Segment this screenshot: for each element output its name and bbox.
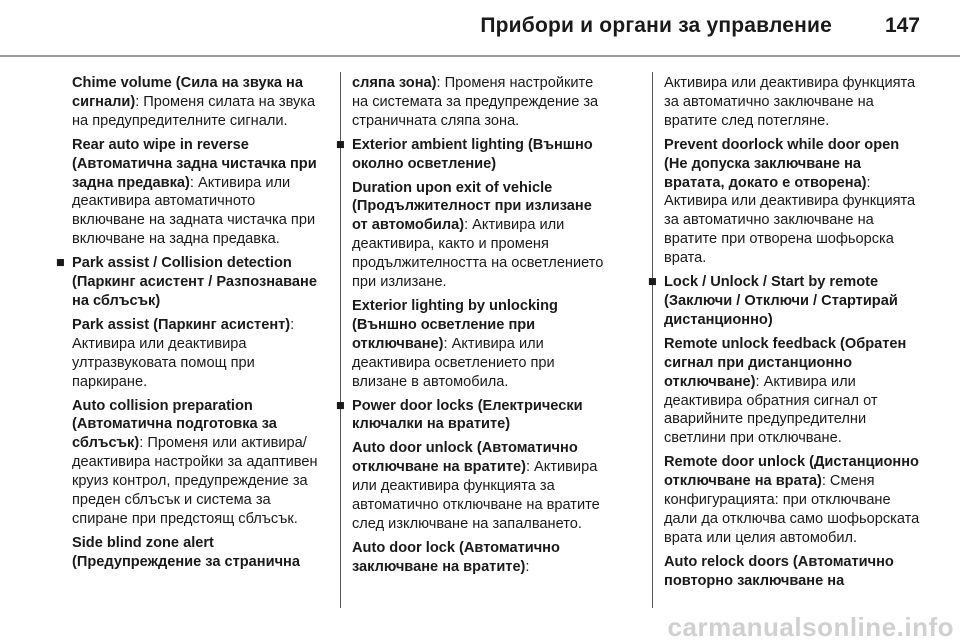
setting-description: : xyxy=(525,558,530,575)
bullet-square-icon: ■ xyxy=(56,255,65,272)
bullet-power-door-locks xyxy=(336,397,610,435)
paragraph-duration-exit xyxy=(352,179,610,292)
column-divider-2 xyxy=(652,72,653,608)
bullet-exterior-ambient xyxy=(336,136,610,174)
section-heading: Park assist / Collision detection (Паркинг асистент / Разпознаване на сблъсък) xyxy=(72,255,317,309)
setting-description: Активира или деактивира функцията за автоматично заключване на вратите след потегляне. xyxy=(664,75,916,129)
watermark: carmanualsonline.info xyxy=(667,612,954,642)
setting-description: : Активира или деактивира функцията за автоматично заключване на вратите при отворена шофьорска врата. xyxy=(664,174,916,267)
section-heading: Exterior ambient lighting (Външно околно осветление) xyxy=(352,136,593,172)
paragraph-auto-door-unlock xyxy=(352,439,610,534)
paragraph-side-blind-zone-cont xyxy=(352,74,610,131)
setting-description: : Активира или деактивира, както и променя продължителността на осветлението при излизане. xyxy=(352,217,604,291)
setting-name: Auto door unlock (Автоматично отключване на вратите) xyxy=(352,440,578,476)
setting-description: : Променя настройките на системата за предупреждение за страничната сляпа зона. xyxy=(352,75,599,129)
paragraph-auto-relock xyxy=(664,553,922,591)
text-column-1 xyxy=(56,74,330,577)
paragraph-exterior-unlock xyxy=(352,297,610,392)
text-column-3 xyxy=(648,74,922,596)
paragraph-remote-door-unlock xyxy=(664,453,922,548)
page-header xyxy=(0,0,960,60)
bullet-square-icon: ■ xyxy=(336,136,345,153)
section-heading: Lock / Unlock / Start by remote (Заключи / Отключи / Стартирай дистанционно) xyxy=(664,274,898,328)
setting-description: : Активира или деактивира ултразвуковата помощ при паркиране. xyxy=(72,316,295,390)
paragraph-chime-volume xyxy=(72,74,330,131)
page-number: 147 xyxy=(884,14,920,37)
setting-description: : Активира или деактивира обратния сигнал от аварийните предупредителни светлини при отключване. xyxy=(664,373,878,447)
setting-name: Exterior lighting by unlocking (Външно осветление при отключване) xyxy=(352,297,558,352)
paragraph-side-blind-zone xyxy=(72,534,330,572)
text-column-2 xyxy=(336,74,610,582)
setting-description: : Променя силата на звука на предупредителните сигнали. xyxy=(72,93,316,129)
paragraph-park-assist xyxy=(72,316,330,392)
bullet-park-assist xyxy=(56,254,330,311)
setting-name: Auto door lock (Автоматично заключване на вратите) xyxy=(352,539,560,575)
bullet-square-icon: ■ xyxy=(336,397,345,414)
setting-name: Park assist (Паркинг асистент) xyxy=(72,316,291,333)
setting-name: Remote unlock feedback (Обратен сигнал при дистанционно отключване) xyxy=(664,335,907,390)
setting-description: : Активира или деактивира функцията за автоматично отключване на вратите след изключване на запалването. xyxy=(352,459,600,532)
setting-description: : Променя или активира/ деактивира настройки за адаптивен круиз контрол, предупреждение за преден сблъсък и система за спиране при предстоящ сблъсък. xyxy=(72,435,318,527)
paragraph-remote-unlock-feedback xyxy=(664,335,922,448)
paragraph-rear-auto-wipe xyxy=(72,136,330,249)
setting-name: сляпа зона) xyxy=(352,75,437,91)
setting-description: : Сменя конфигурацията: при отключване дали да отключва само шофьорската врата или целия автомобил. xyxy=(664,473,920,546)
paragraph-prevent-doorlock xyxy=(664,136,922,268)
setting-name: Duration upon exit of vehicle (Продължителност при излизане от автомобила) xyxy=(352,179,592,234)
setting-name: Chime volume (Сила на звука на сигнали) xyxy=(72,75,303,110)
bullet-remote-start xyxy=(648,273,922,330)
header-divider xyxy=(0,55,960,57)
setting-name: Prevent doorlock while door open (Не допуска заключване на вратата, докато е отворена) xyxy=(664,136,900,191)
setting-name: Remote door unlock (Дистанционно отключване на врата) xyxy=(664,454,919,490)
paragraph-auto-collision xyxy=(72,397,330,529)
setting-name: Rear auto wipe in reverse (Автоматична задна чистачка при задна предавка) xyxy=(72,136,317,191)
paragraph-auto-door-lock xyxy=(352,539,610,577)
paragraph-auto-door-lock-cont xyxy=(664,74,922,131)
page-title: Прибори и органи за управление xyxy=(480,14,832,37)
page-footer xyxy=(0,608,960,642)
bullet-square-icon: ■ xyxy=(648,274,657,291)
setting-name: Auto relock doors (Автоматично повторно заключване на xyxy=(664,553,894,589)
setting-description: : Активира или деактивира автоматичното включване на задната чистачка при включване на задна предавка. xyxy=(72,174,316,248)
setting-name: Auto collision preparation (Автоматична подготовка за сблъсък) xyxy=(72,397,277,452)
setting-description: : Активира или деактивира осветлението при влизане в автомобила. xyxy=(352,335,555,390)
setting-name: Side blind zone alert (Предупреждение за странична xyxy=(72,534,300,570)
section-heading: Power door locks (Електрически ключалки на вратите) xyxy=(352,397,583,433)
